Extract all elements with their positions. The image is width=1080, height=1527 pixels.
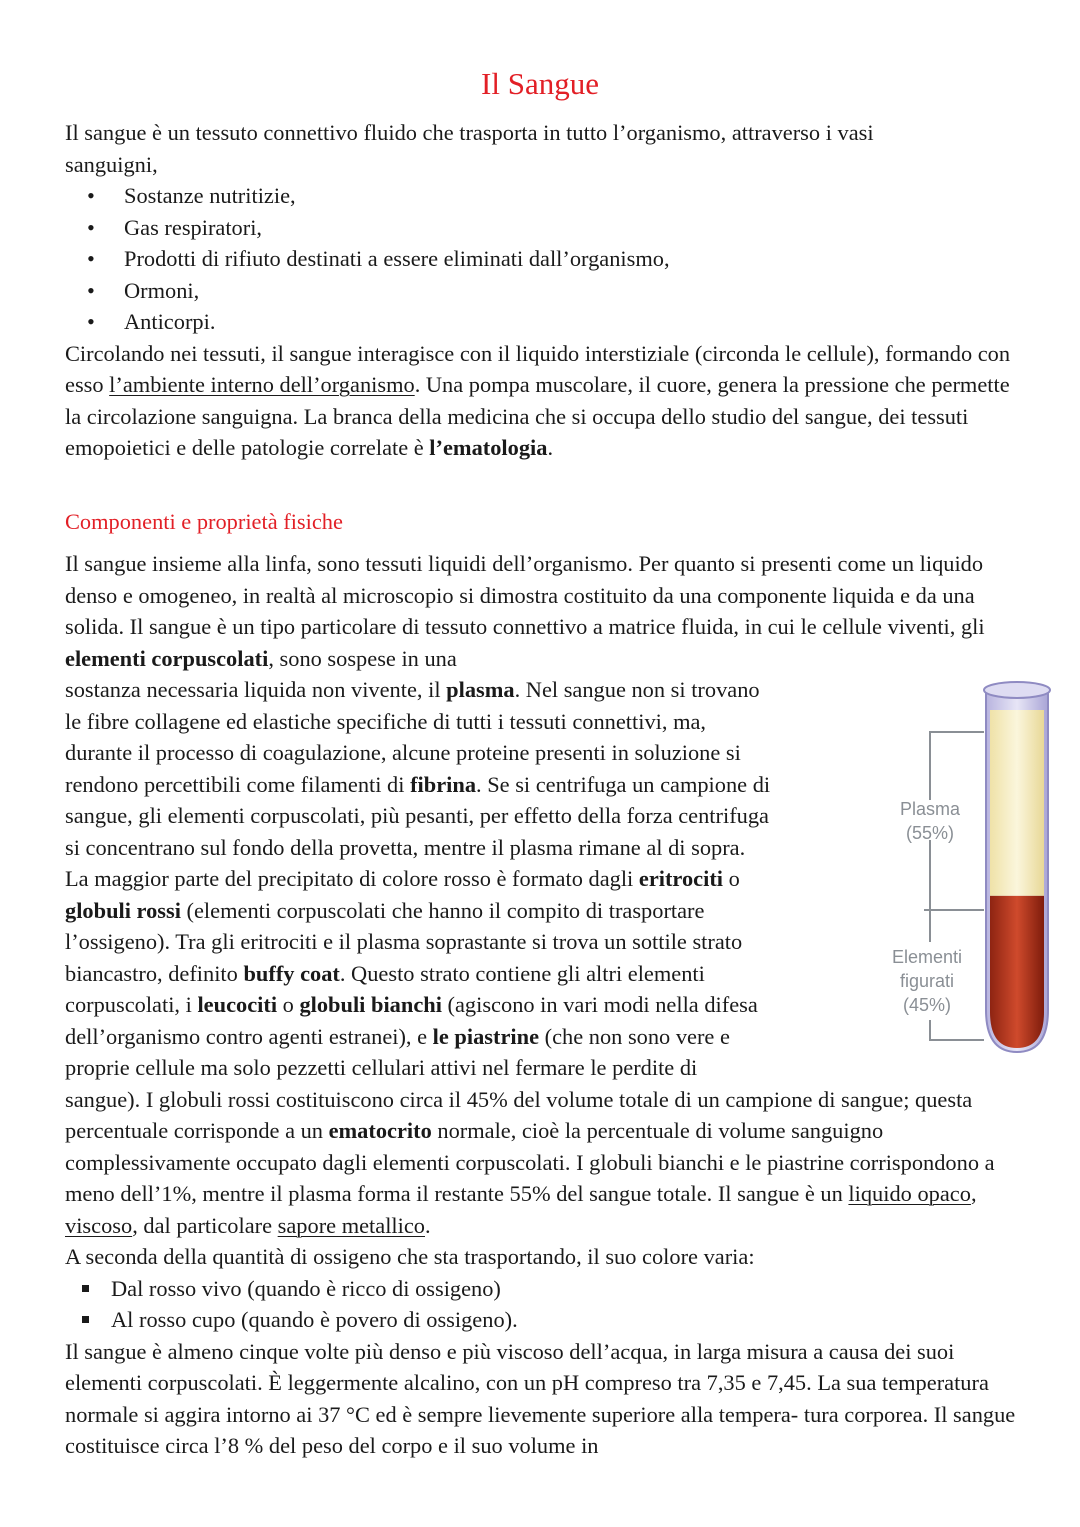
underlined-term: liquido opaco	[848, 1181, 971, 1206]
elements-label-text-2: figurati	[899, 971, 955, 991]
text-run: (agiscono in vari modi nella difesa	[441, 992, 758, 1017]
color-list	[65, 1273, 1025, 1336]
intro-text: Il sangue è un tessuto connettivo fluido che trasporta in tutto l’organismo, attraverso i vasi	[65, 120, 874, 145]
bold-term: elementi corpuscolati	[65, 645, 269, 671]
list-item: • Sostanze nutritizie,	[65, 180, 1025, 212]
text-run: o	[277, 992, 300, 1017]
transport-list	[65, 180, 1025, 338]
bold-term: plasma	[446, 677, 515, 702]
plasma-percent: (55%)	[905, 823, 954, 843]
elements-label	[877, 945, 977, 1017]
intro-section	[65, 117, 1025, 464]
text-run: sostanza necessaria liquida non vivente, il	[65, 677, 447, 702]
list-item: • Prodotti di rifiuto destinati a essere eliminati dall’organismo,	[65, 243, 1025, 275]
list-item: Al rosso cupo (quando è povero di ossigeno).	[65, 1304, 1025, 1336]
text-run: dell’organismo contro agenti estranei), e	[65, 1023, 433, 1049]
text-run: , dal particolare	[132, 1212, 278, 1238]
paragraph-circulation	[65, 338, 1025, 464]
underlined-term: l’ambiente interno dell’organismo	[109, 372, 415, 397]
bold-term: globuli bianchi	[299, 992, 442, 1017]
text-run: , sono sospese in una	[268, 645, 457, 671]
text-run: normale, cioè la percentuale di volume sanguigno complessivamente occupato dagli elementi corpuscolati. I globuli bianchi e le piastrine corrispondono a meno dell’1%, mentre il plasma forma il restante 55% del sangue totale. Il sangue è un	[65, 1118, 995, 1206]
bold-term: leucociti	[197, 992, 278, 1017]
page-title: Il Sangue	[481, 66, 599, 101]
bold-term: l’ematologia	[429, 435, 548, 460]
text-run: . Una pompa muscolare, il cuore, genera la pressione che permette la circolazione sanguigna. La branca della medicina che si occupa dello studio del sangue, dei tessuti emopoietici e delle patologie correlate è	[65, 372, 1010, 460]
text-run: o	[723, 866, 740, 891]
test-tube-figure	[880, 680, 1060, 1060]
list-item: Dal rosso vivo (quando è ricco di ossigeno)	[65, 1273, 1025, 1305]
bold-term: buffy coat	[243, 960, 340, 986]
section-heading: Componenti e proprietà fisiche	[65, 509, 343, 534]
text-line: durante il processo di coagulazione, alcune proteine presenti in soluzione si	[65, 740, 741, 765]
text-run: Il sangue insieme alla linfa, sono tessuti liquidi dell’organismo. Per quanto si presenti come un liquido denso e omogeneo, in realtà al microscopio si dimostra costituito da una componente liquida e da una solida. Il sangue è un tipo particolare di tessuto connettivo a matrice fluida, in cui le cellule viventi, gli	[65, 551, 985, 639]
text-line: si concentrano sul fondo della provetta, mentre il plasma rimane al di sopra.	[65, 834, 746, 860]
intro-text-cont: sanguigni,	[65, 151, 158, 177]
plasma-label	[880, 797, 980, 845]
text-run: biancastro, definito	[65, 960, 244, 986]
text-line: A seconda della quantità di ossigeno che sta trasportando, il suo colore varia:	[65, 1244, 755, 1269]
text-run: (che non sono vere e	[539, 1023, 730, 1049]
text-run: sangue). I globuli rossi costituiscono circa il 45% del volume totale di un campione di sangue; questa percentuale corrisponde a un	[65, 1086, 973, 1143]
text-run: ,	[970, 1181, 977, 1206]
text-run: corpuscolati, i	[65, 992, 198, 1017]
list-item: • Ormoni,	[65, 275, 1025, 307]
paragraph-properties: Il sangue è almeno cinque volte più denso e più viscoso dell’acqua, in larga misura a causa dei suoi elementi corpuscolati. È leggermente alcalino, con un pH compreso tra 7,35 e 7,45. La sua temperatura normale si aggira intorno ai 37 °C ed è sempre lievemente superiore alla tempera- tura corporea. Il sangue costituisce circa l’8 % del peso del corpo e il suo volume in	[65, 1338, 1016, 1458]
list-item: • Gas respiratori,	[65, 212, 1025, 244]
text-line: le fibre collagene ed elastiche specifiche di tutti i tessuti connettivi, ma,	[65, 708, 707, 734]
text-run: .	[425, 1212, 431, 1238]
elements-bracket-low	[930, 1020, 984, 1040]
bold-term: globuli rossi	[65, 897, 181, 923]
text-run: La maggior parte del precipitato di colore rosso è formato dagli	[65, 866, 639, 891]
plasma-layer	[990, 710, 1044, 896]
text-run: . Nel sangue non si trovano	[514, 677, 760, 702]
text-run: .	[547, 435, 554, 460]
text-run: . Questo strato contiene gli altri elementi	[339, 960, 705, 986]
underlined-term: viscoso	[65, 1212, 133, 1238]
elements-label-text: Elementi	[891, 947, 963, 967]
plasma-label-text: Plasma	[899, 799, 961, 819]
text-run: . Se si centrifuga un campione di	[476, 771, 771, 797]
underlined-term: sapore metallico	[277, 1212, 425, 1238]
red-cell-layer	[990, 896, 1044, 1048]
text-run: Circolando nei tessuti, il sangue interagisce con il liquido interstiziale (circonda le cellule), formando con esso	[65, 340, 1011, 397]
text-line: proprie cellule ma solo pezzetti cellulari attivi nel fermare le perdite di	[65, 1055, 698, 1080]
intro-line	[65, 117, 1025, 180]
bold-term: le piastrine	[432, 1023, 540, 1049]
bold-term: fibrina	[410, 771, 477, 797]
bold-term: ematocrito	[328, 1118, 432, 1143]
plasma-bracket	[930, 732, 984, 800]
list-item: • Anticorpi.	[65, 306, 1025, 338]
text-line: sangue, gli elementi corpuscolati, più pesanti, per effetto della forza centrifuga	[65, 803, 769, 828]
text-line: l’ossigeno). Tra gli eritrociti e il plasma soprastante si trova un sottile strato	[65, 929, 743, 954]
bold-term: eritrociti	[638, 866, 723, 891]
text-run: rendono percettibili come filamenti di	[65, 771, 411, 797]
text-run: (elementi corpuscolati che hanno il compito di trasportare	[180, 897, 705, 923]
elements-percent: (45%)	[902, 995, 951, 1015]
tube-rim	[984, 682, 1050, 698]
